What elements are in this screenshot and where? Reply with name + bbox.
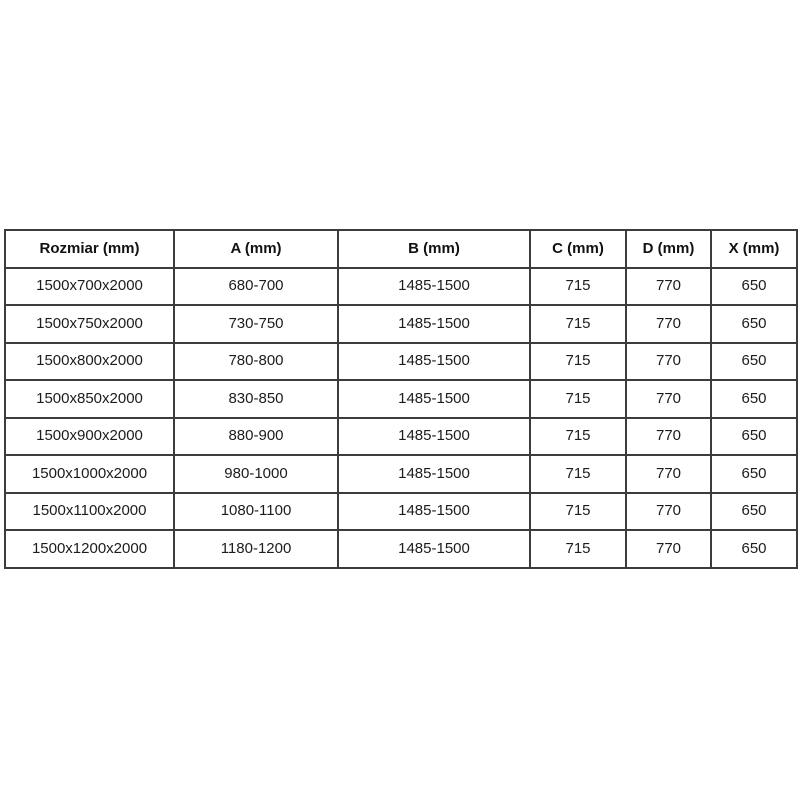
cell-c: 715 (530, 455, 626, 493)
cell-x: 650 (711, 343, 797, 381)
cell-x: 650 (711, 268, 797, 306)
cell-rozmiar: 1500x1200x2000 (5, 530, 174, 568)
cell-c: 715 (530, 530, 626, 568)
table-row (5, 418, 797, 456)
column-header-x: X (mm) (711, 230, 797, 268)
column-header-b: B (mm) (338, 230, 530, 268)
cell-d: 770 (626, 418, 711, 456)
cell-rozmiar: 1500x900x2000 (5, 418, 174, 456)
cell-rozmiar: 1500x1100x2000 (5, 493, 174, 531)
table-row (5, 305, 797, 343)
cell-a: 880-900 (174, 418, 338, 456)
table-row (5, 455, 797, 493)
cell-a: 730-750 (174, 305, 338, 343)
cell-x: 650 (711, 455, 797, 493)
cell-a: 680-700 (174, 268, 338, 306)
cell-x: 650 (711, 380, 797, 418)
cell-b: 1485-1500 (338, 455, 530, 493)
column-header-c: C (mm) (530, 230, 626, 268)
cell-d: 770 (626, 380, 711, 418)
cell-d: 770 (626, 455, 711, 493)
table-row (5, 343, 797, 381)
cell-rozmiar: 1500x850x2000 (5, 380, 174, 418)
cell-b: 1485-1500 (338, 418, 530, 456)
column-header-d: D (mm) (626, 230, 711, 268)
cell-c: 715 (530, 493, 626, 531)
cell-d: 770 (626, 493, 711, 531)
table-row (5, 268, 797, 306)
cell-rozmiar: 1500x1000x2000 (5, 455, 174, 493)
cell-x: 650 (711, 418, 797, 456)
cell-a: 1180-1200 (174, 530, 338, 568)
table-row (5, 493, 797, 531)
cell-c: 715 (530, 305, 626, 343)
cell-c: 715 (530, 268, 626, 306)
cell-a: 1080-1100 (174, 493, 338, 531)
cell-rozmiar: 1500x700x2000 (5, 268, 174, 306)
dimensions-table (4, 229, 798, 569)
cell-d: 770 (626, 305, 711, 343)
cell-c: 715 (530, 343, 626, 381)
cell-rozmiar: 1500x800x2000 (5, 343, 174, 381)
cell-b: 1485-1500 (338, 343, 530, 381)
cell-d: 770 (626, 268, 711, 306)
cell-b: 1485-1500 (338, 380, 530, 418)
cell-b: 1485-1500 (338, 530, 530, 568)
cell-a: 780-800 (174, 343, 338, 381)
cell-x: 650 (711, 530, 797, 568)
cell-c: 715 (530, 380, 626, 418)
column-header-a: A (mm) (174, 230, 338, 268)
cell-c: 715 (530, 418, 626, 456)
cell-b: 1485-1500 (338, 305, 530, 343)
cell-d: 770 (626, 343, 711, 381)
cell-a: 980-1000 (174, 455, 338, 493)
cell-a: 830-850 (174, 380, 338, 418)
table-header-row (5, 230, 797, 268)
cell-b: 1485-1500 (338, 493, 530, 531)
cell-x: 650 (711, 305, 797, 343)
cell-b: 1485-1500 (338, 268, 530, 306)
cell-rozmiar: 1500x750x2000 (5, 305, 174, 343)
cell-d: 770 (626, 530, 711, 568)
table-row (5, 380, 797, 418)
cell-x: 650 (711, 493, 797, 531)
column-header-rozmiar: Rozmiar (mm) (5, 230, 174, 268)
table-row (5, 530, 797, 568)
